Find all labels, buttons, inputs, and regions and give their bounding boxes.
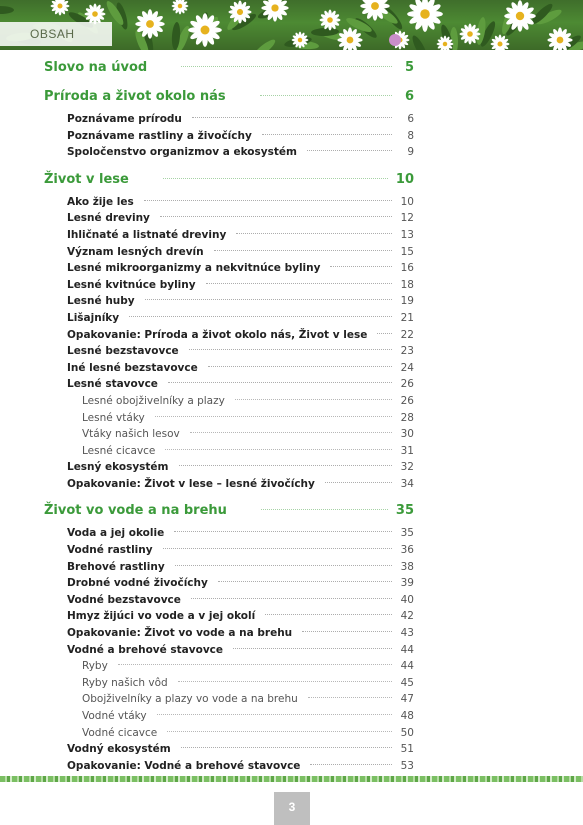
toc-entry-title: Život v lese: [44, 171, 129, 187]
toc-entry-title: Vodné bezstavovce: [67, 593, 181, 606]
toc-entry-page: 44: [400, 643, 414, 656]
toc-entry: [67, 312, 414, 329]
dot-leader: [192, 117, 392, 118]
dot-leader: [168, 382, 392, 383]
toc-entry: [67, 378, 414, 395]
toc-entry: [67, 246, 414, 263]
dot-leader: [163, 178, 388, 179]
toc-entry-page: 5: [404, 60, 414, 75]
toc-entry: [82, 660, 414, 677]
toc-entry-title: Lesné bezstavovce: [67, 345, 179, 358]
toc-entry-title: Opakovanie: Príroda a život okolo nás, Život v lese: [67, 328, 368, 341]
dot-leader: [165, 449, 392, 450]
toc-entry-title: Príroda a život okolo nás: [44, 89, 226, 104]
toc-entry-page: 48: [400, 710, 414, 722]
toc-entry-title: Spoločenstvo organizmov a ekosystém: [67, 146, 297, 159]
dot-leader: [214, 250, 392, 251]
dot-leader: [262, 134, 392, 135]
toc-entry-title: Vodné a brehové stavovce: [67, 643, 224, 656]
toc-entry-page: 26: [400, 394, 414, 407]
table-of-contents: [44, 60, 414, 776]
toc-entry: [67, 295, 414, 312]
toc-entry: [82, 677, 414, 694]
dot-leader: [167, 731, 392, 732]
toc-entry: [67, 362, 414, 379]
footer-decorative-stripe: [0, 776, 583, 782]
toc-entry-page: 28: [400, 411, 414, 424]
dot-leader: [155, 416, 392, 417]
dot-leader: [308, 697, 392, 698]
toc-entry: [82, 445, 414, 462]
toc-entry: [67, 279, 414, 296]
toc-entry-page: 32: [400, 461, 414, 474]
dot-leader: [265, 614, 392, 615]
toc-entry: [67, 146, 414, 163]
section-label: OBSAH: [0, 22, 112, 46]
dot-leader: [208, 366, 392, 367]
toc-entry-title: Vodné vtáky: [82, 710, 147, 722]
page-number: 3: [274, 792, 310, 825]
toc-entry-page: 18: [400, 278, 414, 291]
toc-entry-page: 38: [400, 560, 414, 573]
toc-entry-title: Lesné huby: [67, 295, 135, 308]
dot-leader: [233, 648, 392, 649]
toc-entry: [67, 196, 414, 213]
toc-entry-page: 34: [400, 477, 414, 490]
dot-leader: [179, 465, 393, 466]
toc-entry-page: 21: [400, 311, 414, 324]
dot-leader: [160, 216, 392, 217]
toc-entry-title: Život vo vode a na brehu: [44, 503, 227, 519]
toc-entry-page: 16: [400, 262, 414, 275]
toc-entry-title: Význam lesných drevín: [67, 245, 204, 258]
dot-leader: [190, 432, 392, 433]
toc-entry: [67, 561, 414, 578]
toc-entry-title: Drobné vodné živočíchy: [67, 577, 208, 590]
toc-entry-page: 9: [407, 146, 414, 159]
toc-entry: [67, 478, 414, 495]
toc-entry-page: 43: [400, 627, 414, 640]
toc-entry: [67, 577, 414, 594]
toc-entry-title: Lesné dreviny: [67, 212, 150, 225]
toc-entry-title: Lesné mikroorganizmy a nekvitnúce byliny: [67, 262, 321, 275]
toc-entry-page: 24: [400, 361, 414, 374]
toc-entry: [82, 727, 414, 744]
dot-leader: [178, 681, 392, 682]
toc-entry-page: 12: [400, 212, 414, 225]
toc-entry-page: 8: [407, 129, 414, 142]
toc-entry-title: Vodné rastliny: [67, 544, 153, 557]
toc-entry-page: 35: [395, 503, 414, 519]
toc-entry-title: Ryby našich vôd: [82, 676, 168, 689]
toc-chapter-entry: [44, 503, 414, 523]
toc-entry-page: 22: [400, 328, 414, 341]
dot-leader: [218, 581, 392, 582]
toc-entry-page: 23: [400, 345, 414, 358]
dot-leader: [175, 565, 392, 566]
toc-entry-page: 10: [395, 171, 414, 187]
toc-entry: [67, 329, 414, 346]
toc-entry-page: 40: [400, 593, 414, 606]
toc-entry-page: 26: [400, 378, 414, 391]
dot-leader: [206, 283, 392, 284]
toc-entry-title: Slovo na úvod: [44, 60, 148, 75]
dot-leader: [181, 747, 392, 748]
dot-leader: [145, 299, 392, 300]
toc-entry: [67, 345, 414, 362]
toc-entry: [67, 610, 414, 627]
toc-entry-page: 10: [400, 195, 414, 208]
dot-leader: [236, 233, 392, 234]
toc-chapter-entry: [44, 172, 414, 192]
dot-leader: [181, 66, 392, 67]
toc-entry-title: Lesné vtáky: [82, 411, 145, 424]
toc-entry-page: 15: [400, 245, 414, 258]
toc-entry-title: Voda a jej okolie: [67, 527, 165, 540]
toc-entry-page: 31: [400, 444, 414, 457]
toc-entry: [67, 212, 414, 229]
toc-entry: [82, 710, 414, 727]
toc-entry: [67, 262, 414, 279]
toc-entry-page: 47: [400, 693, 414, 706]
toc-entry-page: 42: [400, 610, 414, 623]
dot-leader: [310, 764, 392, 765]
toc-entry-title: Hmyz žijúci vo vode a v jej okolí: [67, 610, 256, 623]
toc-entry-page: 19: [400, 295, 414, 308]
dot-leader: [235, 399, 392, 400]
toc-entry-title: Lesné kvitnúce byliny: [67, 278, 196, 291]
toc-entry-title: Lesné obojživelníky a plazy: [82, 394, 225, 407]
toc-entry-title: Ako žije les: [67, 195, 134, 208]
toc-entry-title: Lišajníky: [67, 311, 120, 324]
dot-leader: [129, 316, 392, 317]
toc-entry-page: 44: [400, 660, 414, 673]
dot-leader: [163, 548, 392, 549]
toc-entry: [82, 693, 414, 710]
toc-chapter-entry: [44, 60, 414, 80]
dot-leader: [189, 349, 392, 350]
toc-entry-page: 13: [400, 228, 414, 241]
dot-leader: [118, 664, 392, 665]
toc-entry-title: Opakovanie: Život vo vode a na brehu: [67, 627, 293, 640]
toc-entry: [67, 644, 414, 661]
dot-leader: [302, 631, 392, 632]
toc-entry-page: 53: [400, 759, 414, 772]
toc-entry: [67, 229, 414, 246]
toc-entry-title: Lesný ekosystém: [67, 461, 169, 474]
toc-entry-title: Ihličnaté a listnaté dreviny: [67, 228, 227, 241]
toc-entry-title: Poznávame prírodu: [67, 113, 182, 125]
toc-entry: [67, 594, 414, 611]
toc-entry-page: 6: [407, 113, 414, 125]
toc-entry-title: Ryby: [82, 660, 108, 673]
toc-entry-title: Opakovanie: Vodné a brehové stavovce: [67, 759, 301, 772]
toc-entry-page: 30: [400, 428, 414, 441]
toc-entry: [67, 544, 414, 561]
toc-entry: [67, 743, 414, 760]
toc-entry: [82, 395, 414, 412]
dot-leader: [191, 598, 392, 599]
toc-entry-page: 39: [400, 577, 414, 590]
toc-entry-page: 45: [400, 676, 414, 689]
dot-leader: [377, 333, 392, 334]
toc-entry: [67, 113, 414, 130]
toc-entry-page: 50: [400, 726, 414, 739]
toc-entry: [67, 527, 414, 544]
toc-entry: [67, 627, 414, 644]
toc-entry-title: Iné lesné bezstavovce: [67, 361, 198, 374]
toc-entry-page: 51: [400, 743, 414, 756]
toc-entry-title: Vtáky našich lesov: [82, 428, 180, 441]
toc-entry-page: 6: [404, 89, 414, 104]
dot-leader: [260, 95, 392, 96]
toc-entry-page: 35: [400, 527, 414, 540]
toc-entry: [67, 130, 414, 147]
dot-leader: [174, 531, 392, 532]
dot-leader: [325, 482, 392, 483]
toc-entry: [82, 428, 414, 445]
toc-entry-page: 36: [400, 544, 414, 557]
dot-leader: [330, 266, 392, 267]
toc-entry-title: Vodné cicavce: [82, 726, 158, 739]
toc-entry-title: Lesné stavovce: [67, 378, 158, 391]
toc-chapter-entry: [44, 89, 414, 109]
toc-entry-title: Obojživelníky a plazy vo vode a na brehu: [82, 693, 298, 706]
toc-entry-title: Vodný ekosystém: [67, 743, 171, 756]
toc-entry-title: Lesné cicavce: [82, 444, 156, 457]
toc-entry-title: Poznávame rastliny a živočíchy: [67, 129, 252, 142]
toc-entry: [67, 461, 414, 478]
toc-entry: [67, 760, 414, 777]
dot-leader: [157, 714, 392, 715]
dot-leader: [261, 509, 388, 510]
dot-leader: [307, 150, 392, 151]
toc-entry-title: Opakovanie: Život v lese – lesné živočíchy: [67, 477, 315, 490]
toc-entry-title: Brehové rastliny: [67, 560, 165, 573]
dot-leader: [144, 200, 392, 201]
toc-entry: [82, 412, 414, 429]
header-flower-banner: [0, 0, 583, 50]
